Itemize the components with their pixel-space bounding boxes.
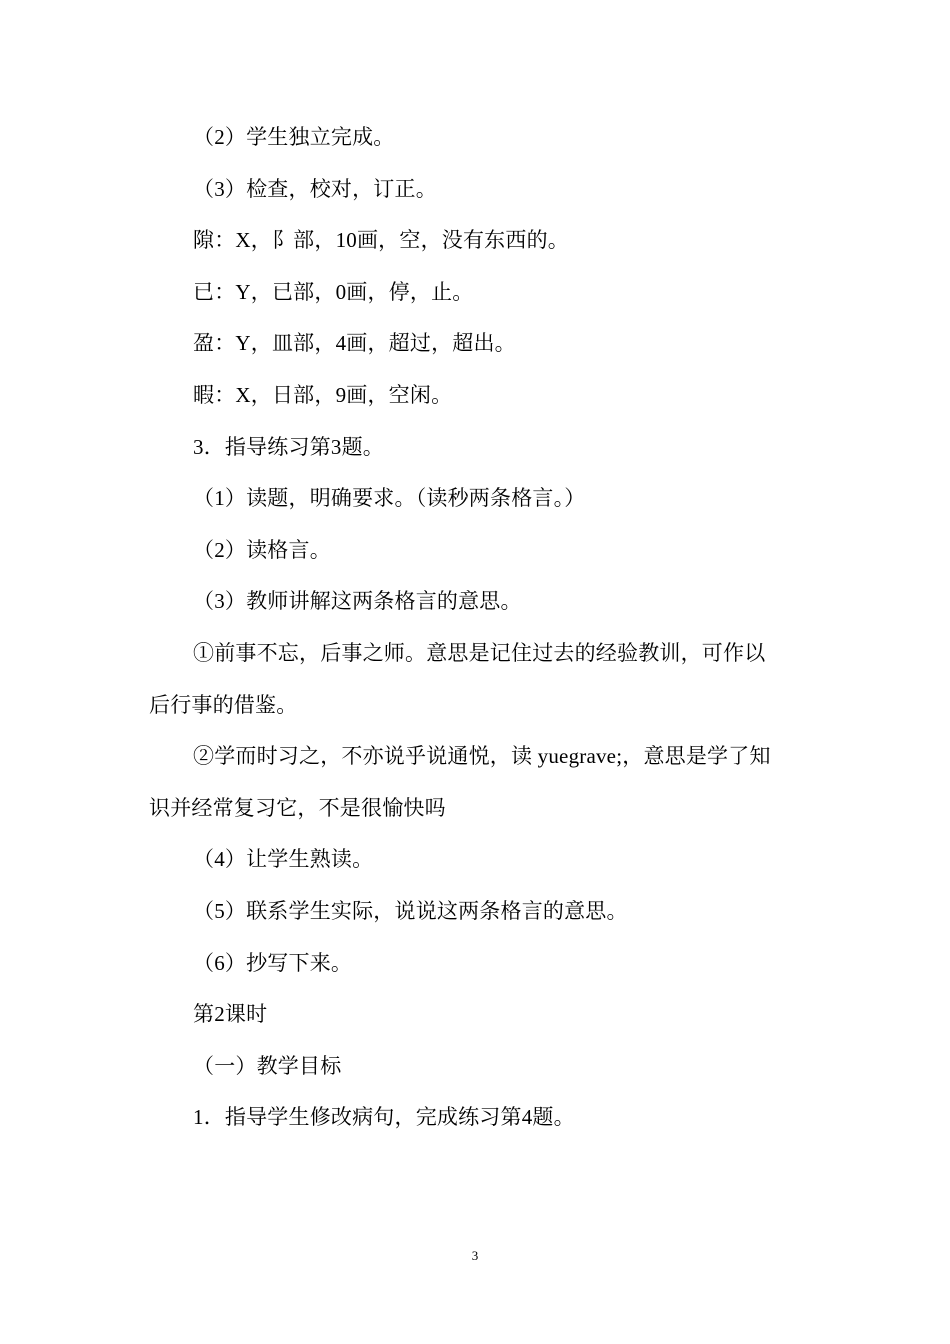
section-heading-exercise-3: 3．指导练习第3题。 — [193, 434, 384, 459]
text-line-char-ying: 盈：Y，皿部，4画，超过，超出。 — [193, 331, 516, 356]
text-line-teacher-explains: （3）教师讲解这两条格言的意思。 — [193, 589, 522, 614]
text-line-step-3: （3）检查，校对，订正。 — [193, 176, 437, 201]
text-line-char-xia: 暇：X，日部，9画，空闲。 — [193, 382, 453, 407]
maxim-2-line-1: ②学而时习之，不亦说乎说通悦，读 yuegrave;，意思是学了知 — [193, 744, 771, 769]
text-line-read-maxims: （2）读格言。 — [193, 537, 331, 562]
text-line-char-xi: 隙：X，阝部，10画，空，没有东西的。 — [193, 228, 569, 253]
maxim-1-line-2: 后行事的借鉴。 — [149, 692, 298, 717]
maxim-1-line-1: ①前事不忘，后事之师。意思是记住过去的经验教训，可作以 — [193, 640, 766, 665]
lesson-heading: 第2课时 — [193, 1002, 268, 1027]
text-line-read-question: （1）读题，明确要求。（读秒两条格言。） — [193, 486, 586, 511]
text-line-step-5: （5）联系学生实际，说说这两条格言的意思。 — [193, 898, 628, 923]
text-line-char-yi: 已：Y，已部，0画，停，止。 — [193, 279, 474, 304]
text-line-step-6: （6）抄写下来。 — [193, 950, 353, 975]
text-line-objective-1: 1．指导学生修改病句，完成练习第4题。 — [193, 1105, 575, 1130]
text-line-step-4: （4）让学生熟读。 — [193, 847, 374, 872]
text-line-step-2: （2）学生独立完成。 — [193, 125, 395, 149]
page-number: 3 — [471, 1248, 479, 1263]
document-body — [149, 112, 804, 1144]
maxim-2-line-2: 识并经常复习它，不是很愉快吗 — [149, 795, 446, 820]
section-heading-objectives: （一）教学目标 — [193, 1053, 342, 1078]
